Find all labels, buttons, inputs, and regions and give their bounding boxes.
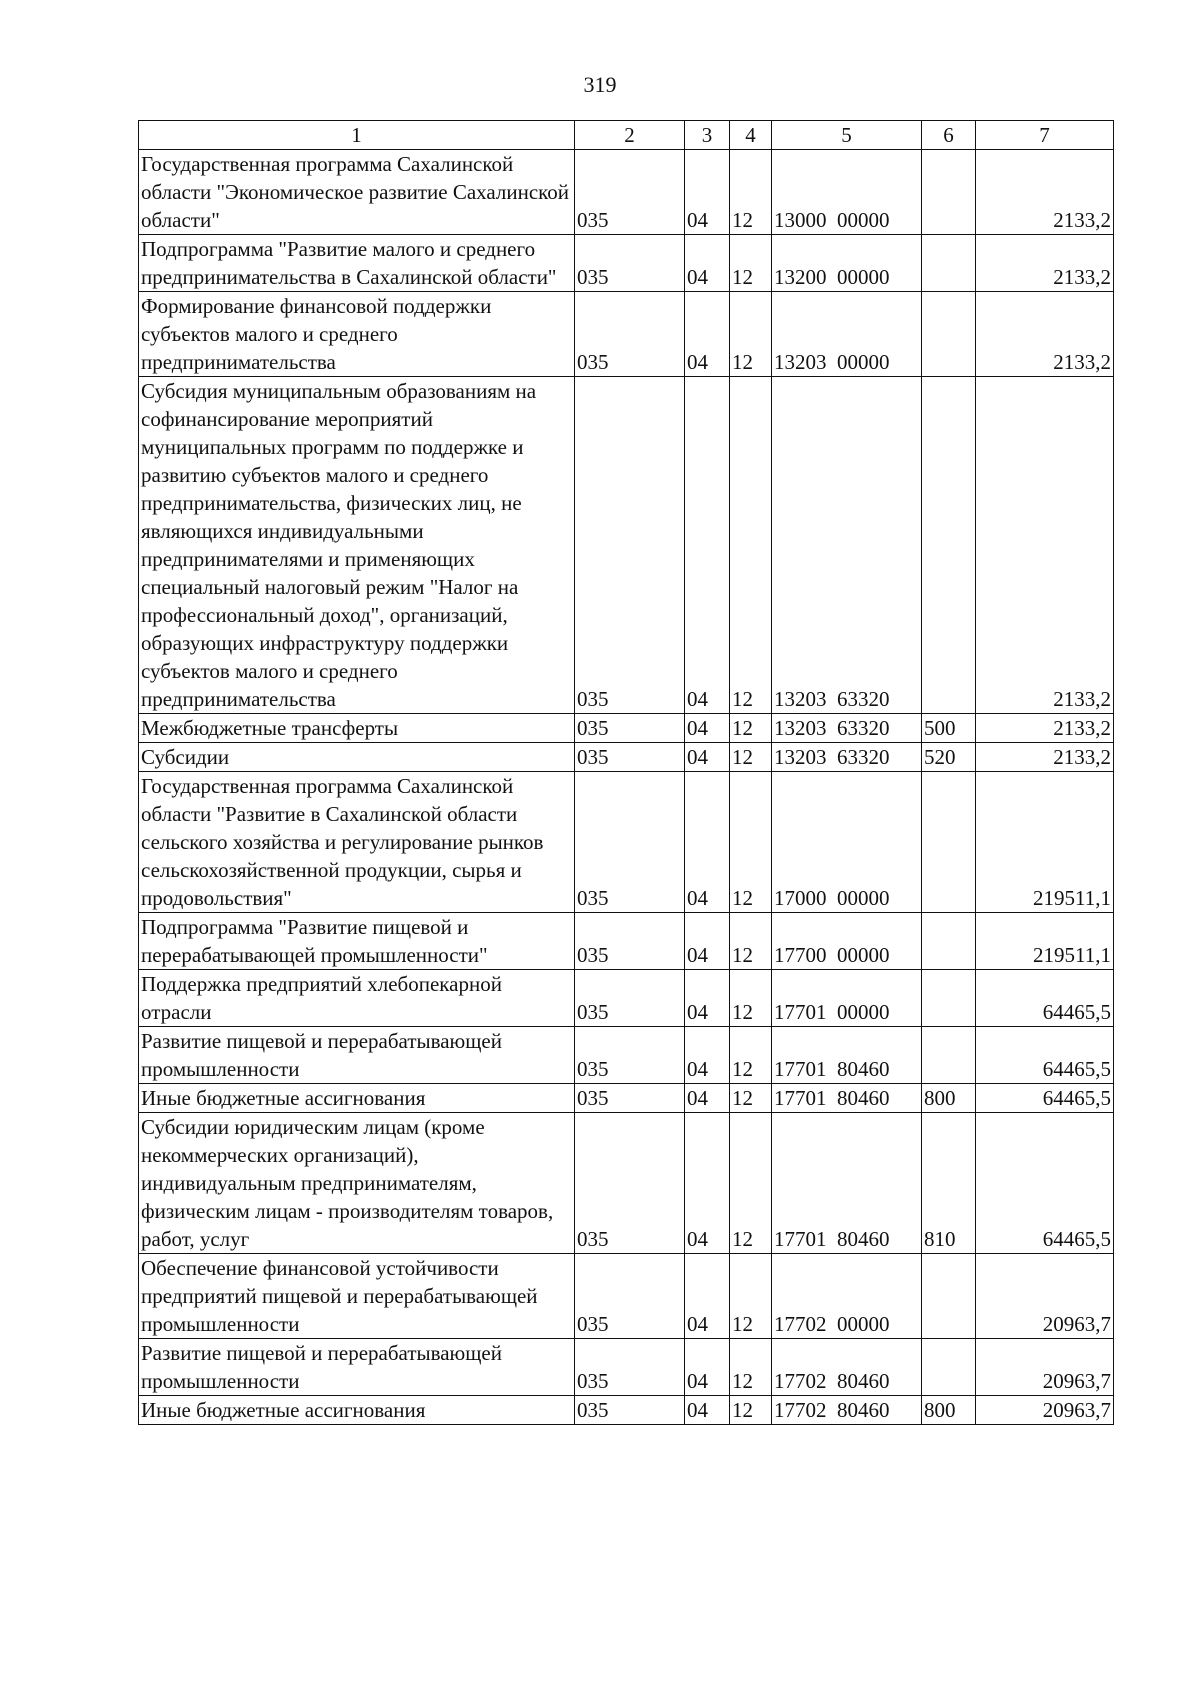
row-ministry-code: 035 bbox=[575, 913, 685, 970]
row-section-code: 04 bbox=[685, 970, 730, 1027]
row-amount: 219511,1 bbox=[976, 772, 1114, 913]
row-expense-type bbox=[922, 772, 976, 913]
table-row bbox=[139, 1084, 1114, 1113]
row-amount: 64465,5 bbox=[976, 1113, 1114, 1254]
row-name: Субсидии bbox=[139, 743, 575, 772]
header-col-7: 7 bbox=[976, 121, 1114, 150]
row-expense-type: 800 bbox=[922, 1084, 976, 1113]
row-subsection-code: 12 bbox=[730, 970, 772, 1027]
row-subsection-code: 12 bbox=[730, 1254, 772, 1339]
row-subsection-code: 12 bbox=[730, 1339, 772, 1396]
row-section-code: 04 bbox=[685, 1113, 730, 1254]
row-ministry-code: 035 bbox=[575, 1254, 685, 1339]
table-row bbox=[139, 1254, 1114, 1339]
table-row bbox=[139, 1396, 1114, 1425]
row-target-article: 13200 00000 bbox=[772, 235, 922, 292]
table-row bbox=[139, 235, 1114, 292]
row-amount: 2133,2 bbox=[976, 292, 1114, 377]
row-ministry-code: 035 bbox=[575, 772, 685, 913]
table-row bbox=[139, 970, 1114, 1027]
table-row bbox=[139, 292, 1114, 377]
row-section-code: 04 bbox=[685, 292, 730, 377]
row-ministry-code: 035 bbox=[575, 1113, 685, 1254]
row-amount: 2133,2 bbox=[976, 714, 1114, 743]
row-subsection-code: 12 bbox=[730, 1027, 772, 1084]
row-amount: 64465,5 bbox=[976, 1084, 1114, 1113]
row-ministry-code: 035 bbox=[575, 1027, 685, 1084]
row-section-code: 04 bbox=[685, 150, 730, 235]
row-name: Иные бюджетные ассигнования bbox=[139, 1084, 575, 1113]
row-amount: 219511,1 bbox=[976, 913, 1114, 970]
table-header-row bbox=[139, 121, 1114, 150]
row-amount: 2133,2 bbox=[976, 743, 1114, 772]
row-ministry-code: 035 bbox=[575, 1339, 685, 1396]
table-row bbox=[139, 1339, 1114, 1396]
header-col-5: 5 bbox=[772, 121, 922, 150]
row-section-code: 04 bbox=[685, 1027, 730, 1084]
row-amount: 64465,5 bbox=[976, 970, 1114, 1027]
row-expense-type bbox=[922, 292, 976, 377]
row-name: Развитие пищевой и перерабатывающей промышленности bbox=[139, 1027, 575, 1084]
header-col-2: 2 bbox=[575, 121, 685, 150]
row-subsection-code: 12 bbox=[730, 772, 772, 913]
row-amount: 20963,7 bbox=[976, 1396, 1114, 1425]
table-row bbox=[139, 1113, 1114, 1254]
row-ministry-code: 035 bbox=[575, 1396, 685, 1425]
row-subsection-code: 12 bbox=[730, 1396, 772, 1425]
row-expense-type bbox=[922, 1339, 976, 1396]
table-row bbox=[139, 150, 1114, 235]
row-target-article: 17000 00000 bbox=[772, 772, 922, 913]
row-target-article: 17702 00000 bbox=[772, 1254, 922, 1339]
row-expense-type: 800 bbox=[922, 1396, 976, 1425]
row-amount: 64465,5 bbox=[976, 1027, 1114, 1084]
row-ministry-code: 035 bbox=[575, 1084, 685, 1113]
table-row bbox=[139, 772, 1114, 913]
row-expense-type bbox=[922, 913, 976, 970]
row-subsection-code: 12 bbox=[730, 292, 772, 377]
row-subsection-code: 12 bbox=[730, 913, 772, 970]
row-subsection-code: 12 bbox=[730, 150, 772, 235]
row-target-article: 17701 00000 bbox=[772, 970, 922, 1027]
row-target-article: 13203 63320 bbox=[772, 377, 922, 714]
header-col-1: 1 bbox=[139, 121, 575, 150]
row-subsection-code: 12 bbox=[730, 235, 772, 292]
page-number: 319 bbox=[583, 72, 617, 97]
row-name: Подпрограмма "Развитие пищевой и перерабатывающей промышленности" bbox=[139, 913, 575, 970]
row-expense-type bbox=[922, 1027, 976, 1084]
budget-table bbox=[138, 120, 1114, 1425]
row-expense-type: 500 bbox=[922, 714, 976, 743]
table-row bbox=[139, 1027, 1114, 1084]
row-section-code: 04 bbox=[685, 1339, 730, 1396]
row-target-article: 17701 80460 bbox=[772, 1113, 922, 1254]
row-section-code: 04 bbox=[685, 714, 730, 743]
row-expense-type bbox=[922, 150, 976, 235]
row-ministry-code: 035 bbox=[575, 377, 685, 714]
row-section-code: 04 bbox=[685, 1084, 730, 1113]
row-name: Формирование финансовой поддержки субъектов малого и среднего предпринимательства bbox=[139, 292, 575, 377]
row-target-article: 17702 80460 bbox=[772, 1396, 922, 1425]
row-expense-type bbox=[922, 970, 976, 1027]
row-section-code: 04 bbox=[685, 1254, 730, 1339]
row-name: Обеспечение финансовой устойчивости предприятий пищевой и перерабатывающей промышленности bbox=[139, 1254, 575, 1339]
table-row bbox=[139, 913, 1114, 970]
row-amount: 2133,2 bbox=[976, 377, 1114, 714]
row-section-code: 04 bbox=[685, 377, 730, 714]
row-section-code: 04 bbox=[685, 772, 730, 913]
row-name: Государственная программа Сахалинской области "Экономическое развитие Сахалинской области" bbox=[139, 150, 575, 235]
row-target-article: 13203 63320 bbox=[772, 743, 922, 772]
row-section-code: 04 bbox=[685, 235, 730, 292]
row-ministry-code: 035 bbox=[575, 743, 685, 772]
row-name: Субсидии юридическим лицам (кроме некоммерческих организаций), индивидуальным предпринимателям, физическим лицам - производителям товаров, работ, услуг bbox=[139, 1113, 575, 1254]
table-row bbox=[139, 377, 1114, 714]
row-expense-type bbox=[922, 377, 976, 714]
row-ministry-code: 035 bbox=[575, 150, 685, 235]
row-amount: 20963,7 bbox=[976, 1339, 1114, 1396]
row-expense-type: 520 bbox=[922, 743, 976, 772]
header-col-6: 6 bbox=[922, 121, 976, 150]
row-target-article: 17701 80460 bbox=[772, 1084, 922, 1113]
table-row bbox=[139, 743, 1114, 772]
row-expense-type bbox=[922, 1254, 976, 1339]
row-subsection-code: 12 bbox=[730, 743, 772, 772]
row-target-article: 17702 80460 bbox=[772, 1339, 922, 1396]
row-name: Государственная программа Сахалинской области "Развитие в Сахалинской области сельского хозяйства и регулирование рынков сельскохозяйственной продукции, сырья и продовольствия" bbox=[139, 772, 575, 913]
row-target-article: 13203 63320 bbox=[772, 714, 922, 743]
row-amount: 2133,2 bbox=[976, 235, 1114, 292]
row-ministry-code: 035 bbox=[575, 235, 685, 292]
row-subsection-code: 12 bbox=[730, 714, 772, 743]
row-name: Развитие пищевой и перерабатывающей промышленности bbox=[139, 1339, 575, 1396]
row-amount: 2133,2 bbox=[976, 150, 1114, 235]
row-section-code: 04 bbox=[685, 913, 730, 970]
row-amount: 20963,7 bbox=[976, 1254, 1114, 1339]
row-section-code: 04 bbox=[685, 743, 730, 772]
row-ministry-code: 035 bbox=[575, 714, 685, 743]
row-name: Поддержка предприятий хлебопекарной отрасли bbox=[139, 970, 575, 1027]
row-name: Подпрограмма "Развитие малого и среднего предпринимательства в Сахалинской области" bbox=[139, 235, 575, 292]
row-subsection-code: 12 bbox=[730, 1113, 772, 1254]
row-section-code: 04 bbox=[685, 1396, 730, 1425]
row-target-article: 17701 80460 bbox=[772, 1027, 922, 1084]
row-name: Межбюджетные трансферты bbox=[139, 714, 575, 743]
row-expense-type bbox=[922, 235, 976, 292]
row-name: Иные бюджетные ассигнования bbox=[139, 1396, 575, 1425]
row-ministry-code: 035 bbox=[575, 292, 685, 377]
header-col-3: 3 bbox=[685, 121, 730, 150]
row-expense-type: 810 bbox=[922, 1113, 976, 1254]
row-subsection-code: 12 bbox=[730, 1084, 772, 1113]
row-target-article: 17700 00000 bbox=[772, 913, 922, 970]
row-subsection-code: 12 bbox=[730, 377, 772, 714]
row-target-article: 13203 00000 bbox=[772, 292, 922, 377]
row-name: Субсидия муниципальным образованиям на софинансирование мероприятий муниципальных программ по поддержке и развитию субъектов малого и среднего предпринимательства, физических лиц, не являющихся индивидуальными предпринимателями и применяющих специальный налоговый режим "Налог на профессиональный доход", организаций, образующих инфраструктуру поддержки субъектов малого и среднего предпринимательства bbox=[139, 377, 575, 714]
header-col-4: 4 bbox=[730, 121, 772, 150]
table-row bbox=[139, 714, 1114, 743]
row-target-article: 13000 00000 bbox=[772, 150, 922, 235]
row-ministry-code: 035 bbox=[575, 970, 685, 1027]
